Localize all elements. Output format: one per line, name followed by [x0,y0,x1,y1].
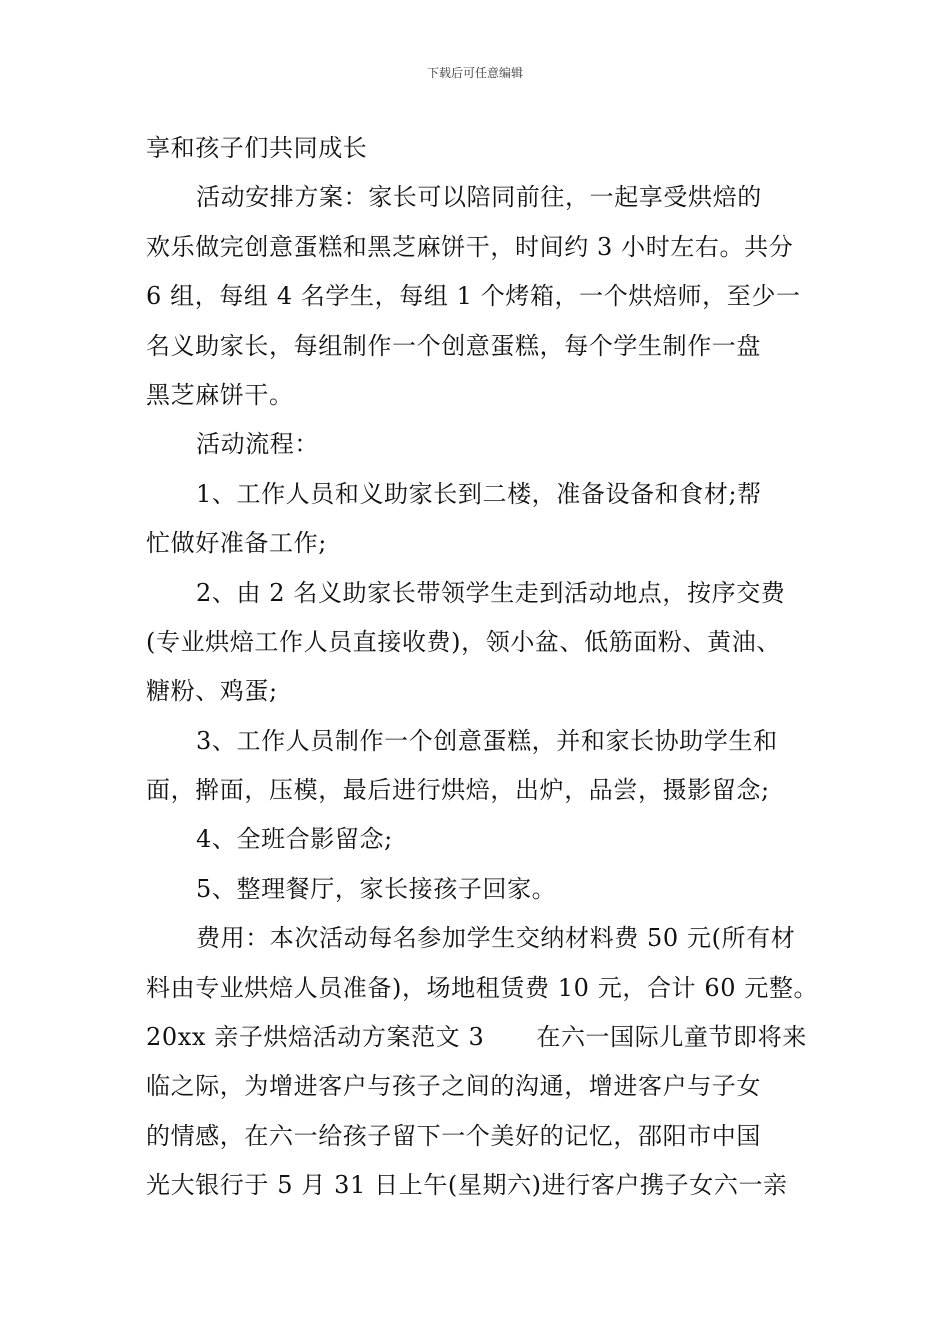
text-line: 面，擀面，压模，最后进行烘焙，出炉，品尝，摄影留念; [146,776,770,805]
text-line: 光大银行于 5 月 31 日上午(星期六)进行客户携子女六一亲 [146,1171,788,1200]
text-line: 1、工作人员和义助家长到二楼，准备设备和食材;帮 [196,479,762,508]
text-line: 的情感，在六一给孩子留下一个美好的记忆，邵阳市中国 [146,1121,761,1150]
text-line: 活动流程： [196,430,319,459]
text-line: 名义助家长，每组制作一个创意蛋糕，每个学生制作一盘 [146,331,761,360]
section-heading: 20xx 亲子烘焙活动方案范文 3 [146,1023,485,1052]
text-line: 3、工作人员制作一个创意蛋糕，并和家长协助学生和 [196,726,778,755]
text-line: 忙做好准备工作; [146,529,327,558]
text-line: 料由专业烘焙人员准备)，场地租赁费 10 元，合计 60 元整。 [146,973,819,1002]
text-line: 2、由 2 名义助家长带领学生走到活动地点，按序交费 [196,578,786,607]
text-line: 黑芝麻饼干。 [146,380,294,409]
page-header-note: 下载后可任意编辑 [426,66,523,80]
text-line: (专业烘焙工作人员直接收费)，领小盆、低筋面粉、黄油、 [146,627,781,656]
text-line: 临之际，为增进客户与孩子之间的沟通，增进客户与子女 [146,1072,761,1101]
text-line: 5、整理餐厅，家长接孩子回家。 [196,874,557,903]
text-line: 6 组，每组 4 名学生，每组 1 个烤箱，一个烘焙师，至少一 [146,282,801,311]
text-line: 活动安排方案：家长可以陪同前往，一起享受烘焙的 [196,183,762,212]
document-body [146,124,819,1211]
text-line: 欢乐做完创意蛋糕和黑芝麻饼干，时间约 3 小时左右。共分 [146,232,794,261]
text-line: 糖粉、鸡蛋; [146,677,278,706]
heading-followup-text: 在六一国际儿童节即将来 [536,1023,807,1052]
section-heading-line [146,1013,810,1062]
text-line: 享和孩子们共同成长 [146,134,368,162]
text-line: 4、全班合影留念; [196,825,393,854]
text-line: 费用：本次活动每名参加学生交纳材料费 50 元(所有材 [196,924,796,953]
